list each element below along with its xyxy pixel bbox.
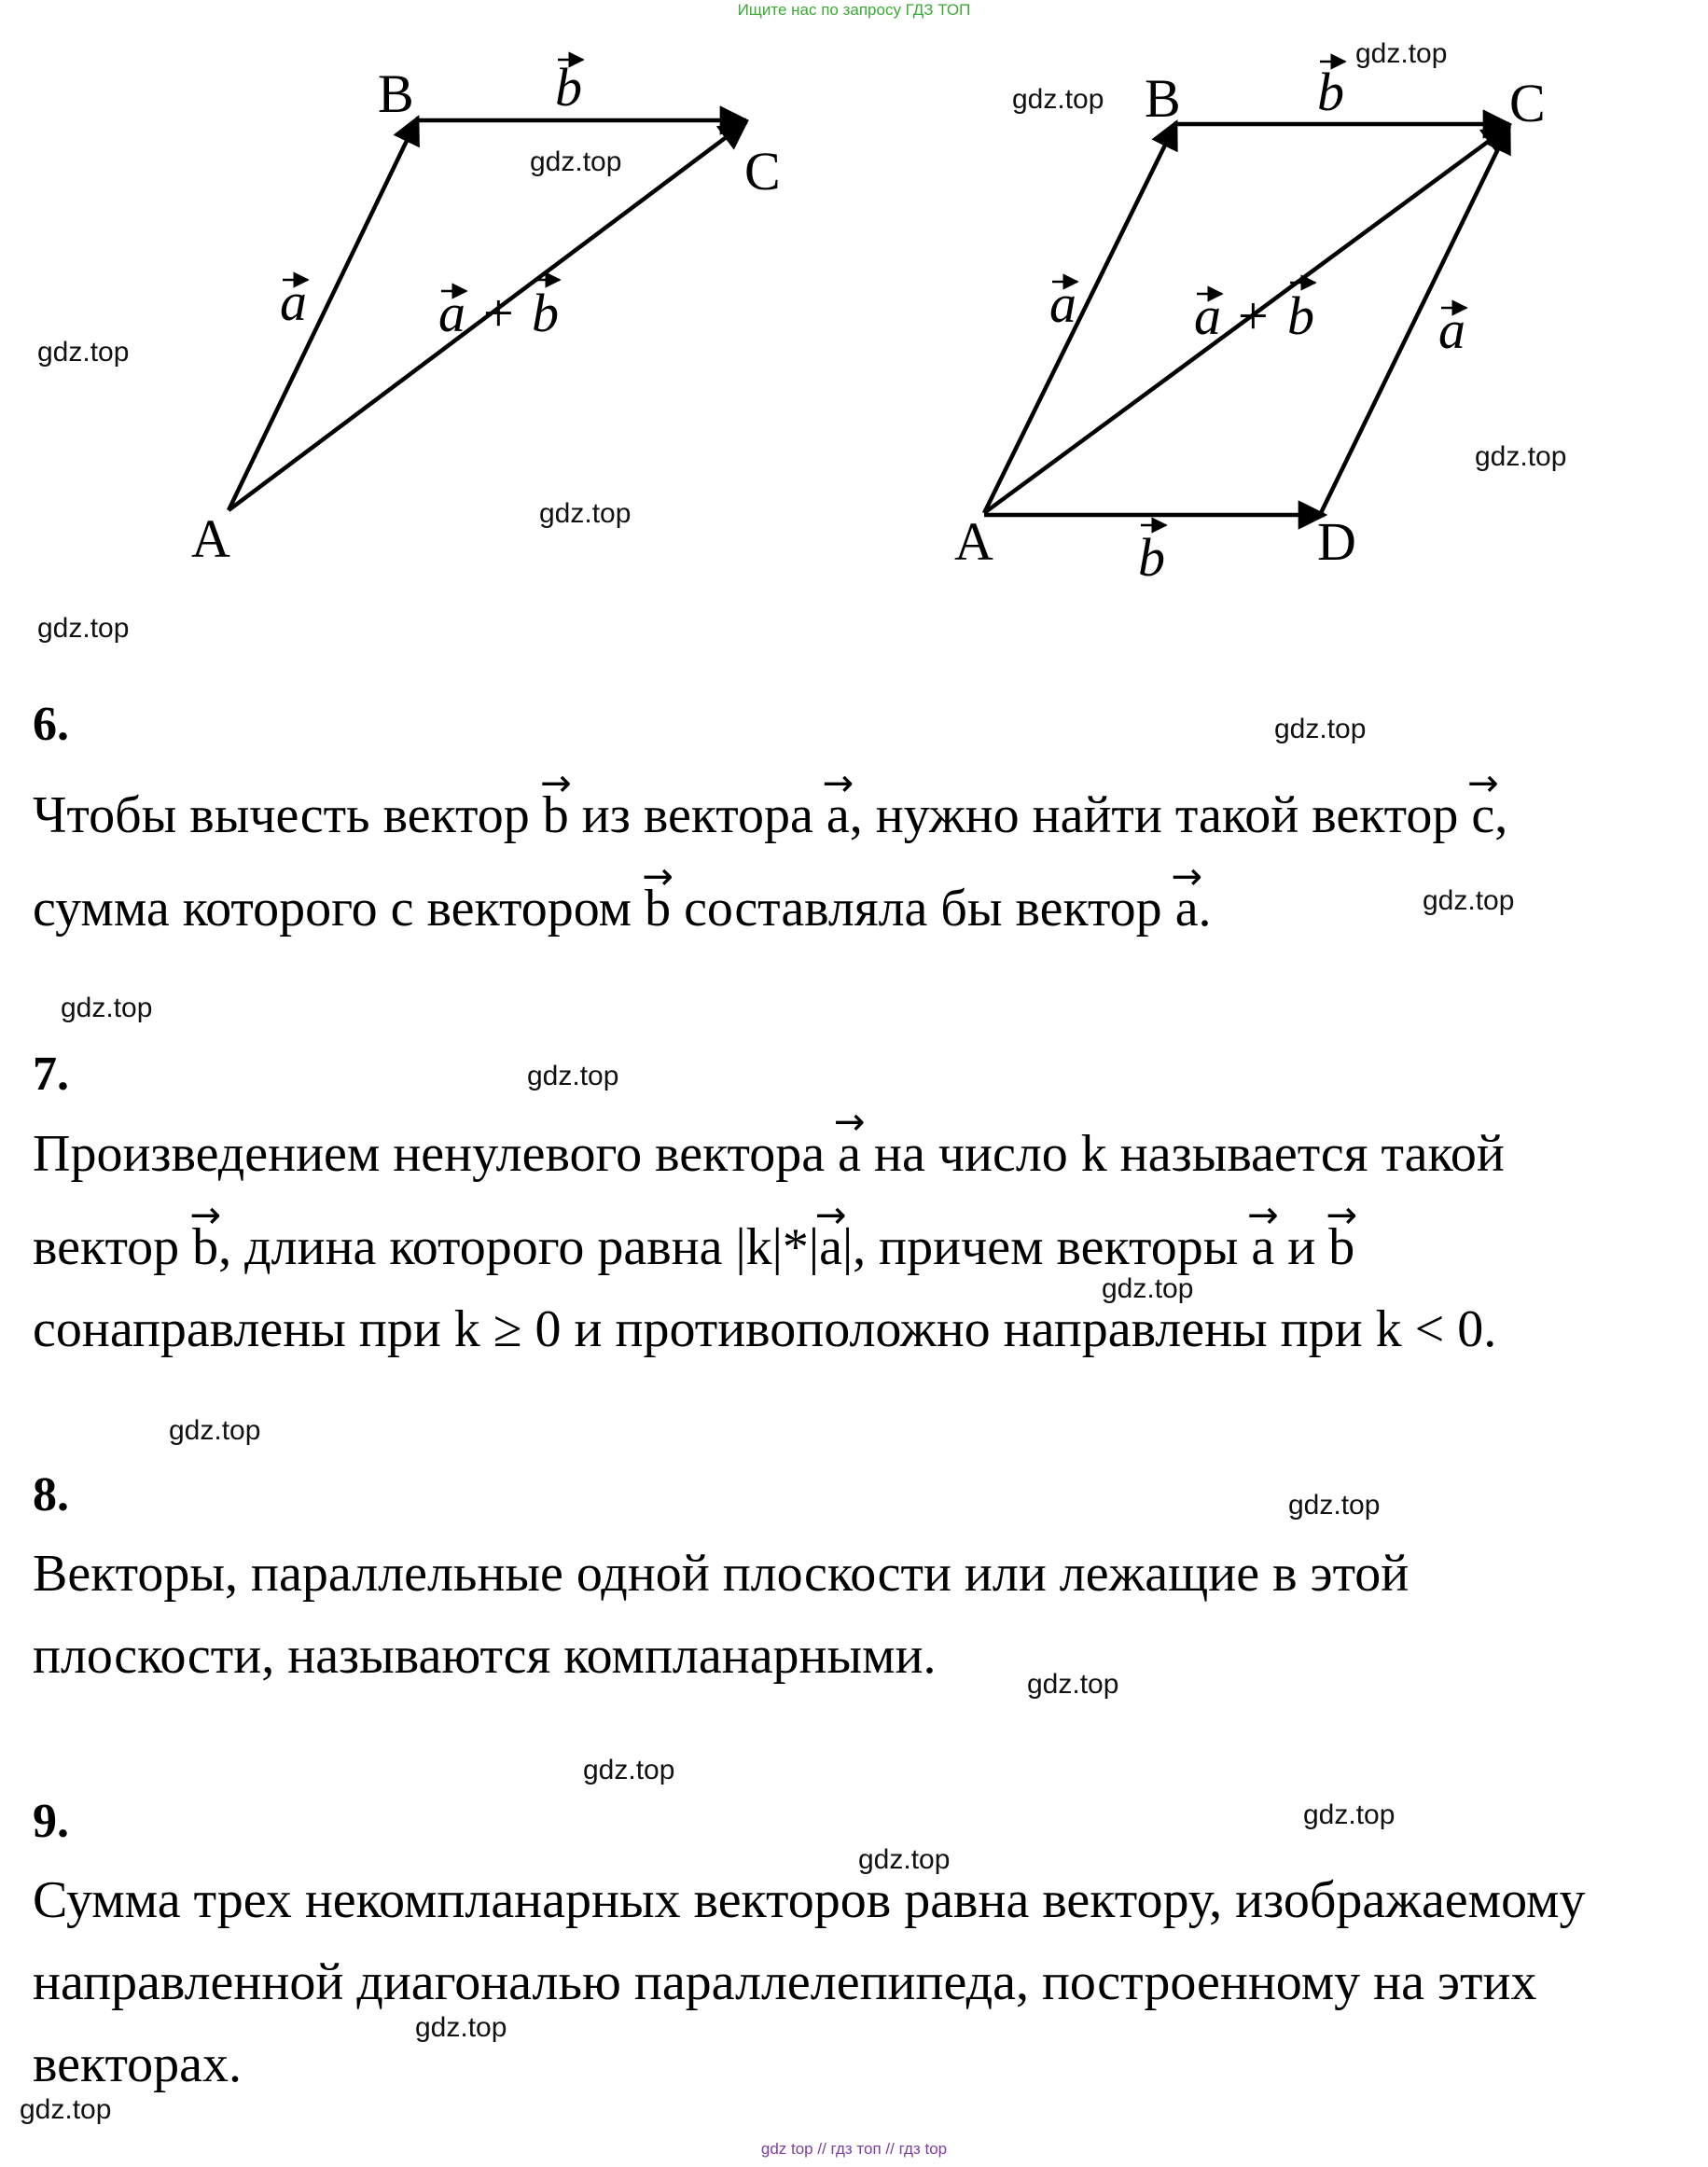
vector-a-symbol: → a xyxy=(1251,1217,1274,1277)
footer-separator: // xyxy=(812,2140,831,2158)
section-9-line-2: направленной диагональю параллелепипеда, построенному на этих xyxy=(33,1953,1537,2011)
text-segment: и xyxy=(1274,1218,1329,1276)
section-6-line-1 xyxy=(33,785,1507,845)
text-segment: , длина которого равна |k|*| xyxy=(218,1218,820,1276)
vector-ab-arrow xyxy=(229,118,418,510)
vector-b-symbol: → b xyxy=(192,1217,218,1277)
vector-a-symbol: → a xyxy=(819,1217,842,1277)
text-segment: вектор xyxy=(33,1218,193,1276)
point-d-label: D xyxy=(1317,511,1356,572)
point-b-label: B xyxy=(1145,68,1181,129)
sum-a-label: a xyxy=(1194,285,1221,346)
section-6-line-2 xyxy=(33,879,1212,938)
section-7-line-1 xyxy=(33,1124,1505,1184)
sum-b-label: b xyxy=(532,283,559,343)
point-c-label: C xyxy=(744,141,781,201)
section-9-line-3: векторах. xyxy=(33,2035,243,2093)
watermark: gdz.top xyxy=(858,1844,951,1875)
vector-b-symbol: → b xyxy=(543,785,569,845)
watermark: gdz.top xyxy=(1027,1669,1119,1700)
vector-b-symbol: → b xyxy=(1328,1217,1354,1277)
watermark: gdz.top xyxy=(415,2012,507,2043)
text-segment: , xyxy=(1494,786,1508,844)
point-c-label: C xyxy=(1509,73,1546,133)
sum-plus-label: + xyxy=(1238,285,1269,346)
text-segment: составляла бы вектор xyxy=(671,880,1175,938)
watermark: gdz.top xyxy=(1012,84,1104,115)
text-segment: на число k называется такой xyxy=(861,1125,1505,1183)
watermark: gdz.top xyxy=(169,1415,261,1446)
top-banner: Ищите нас по запросу ГДЗ ТОП xyxy=(737,1,971,19)
vector-a-symbol: → a xyxy=(1175,879,1199,938)
footer-part: гдз top xyxy=(898,2140,948,2158)
vector-b-label: b xyxy=(555,57,582,118)
watermark: gdz.top xyxy=(527,1061,619,1091)
vector-a-label: a xyxy=(280,271,307,332)
watermark: gdz.top xyxy=(37,613,130,644)
vector-a-left-label: a xyxy=(1049,273,1076,334)
sum-a-label: a xyxy=(438,283,465,343)
vector-a-right-label: a xyxy=(1438,299,1465,360)
watermark: gdz.top xyxy=(1355,38,1448,69)
section-9-number: 9. xyxy=(33,1795,69,1848)
vector-b-symbol: → b xyxy=(645,879,671,938)
watermark: gdz.top xyxy=(539,498,632,529)
text-segment: Чтобы вычесть вектор xyxy=(33,786,543,844)
sum-plus-label: + xyxy=(483,283,514,343)
text-segment: . xyxy=(1198,880,1212,938)
footer-separator: // xyxy=(881,2140,899,2158)
section-7-line-2 xyxy=(33,1217,1354,1277)
vector-c-symbol: → c xyxy=(1471,785,1494,845)
section-6-number: 6. xyxy=(33,698,69,751)
watermark: gdz.top xyxy=(20,2094,112,2125)
vector-a-symbol: → a xyxy=(838,1124,861,1184)
section-9-line-1: Сумма трех некомпланарных векторов равна вектору, изображаемому xyxy=(33,1871,1586,1929)
point-a-label: A xyxy=(191,508,230,569)
section-7-number: 7. xyxy=(33,1048,69,1101)
parallelogram-rule-figure xyxy=(840,0,1708,672)
point-b-label: B xyxy=(378,63,414,124)
sum-b-label: b xyxy=(1287,285,1314,346)
text-segment: , нужно найти такой вектор xyxy=(849,786,1472,844)
watermark: gdz.top xyxy=(1274,714,1367,744)
text-segment: Произведением ненулевого вектора xyxy=(33,1125,839,1183)
watermark: gdz.top xyxy=(1475,441,1567,472)
watermark: gdz.top xyxy=(1102,1273,1194,1304)
point-a-label: A xyxy=(954,511,993,572)
triangle-rule-figure xyxy=(0,0,840,672)
vector-b-top-label: b xyxy=(1317,62,1344,122)
text-segment: |, причем векторы xyxy=(841,1218,1252,1276)
section-8-line-1: Векторы, параллельные одной плоскости или лежащие в этой xyxy=(33,1545,1409,1603)
section-8-number: 8. xyxy=(33,1468,69,1521)
vector-a-symbol: → a xyxy=(826,785,850,845)
text-segment: из вектора xyxy=(568,786,826,844)
section-8-line-2: плоскости, называются компланарными. xyxy=(33,1627,937,1685)
text-segment: сумма которого с вектором xyxy=(33,880,646,938)
watermark: gdz.top xyxy=(583,1755,675,1785)
footer-part: gdz top xyxy=(760,2140,813,2158)
watermark: gdz.top xyxy=(37,337,130,368)
watermark: gdz.top xyxy=(1303,1799,1396,1830)
section-7-line-3: сонаправлены при k ≥ 0 и противоположно направлены при k < 0. xyxy=(33,1300,1497,1358)
footer xyxy=(0,2139,1708,2160)
vector-b-bottom-label: b xyxy=(1138,527,1165,588)
watermark: gdz.top xyxy=(1288,1490,1381,1521)
footer-part: гдз топ xyxy=(830,2140,882,2158)
watermark: gdz.top xyxy=(61,993,153,1023)
watermark: gdz.top xyxy=(530,146,622,177)
watermark: gdz.top xyxy=(1423,885,1515,916)
vector-ab-arrow xyxy=(984,122,1176,513)
